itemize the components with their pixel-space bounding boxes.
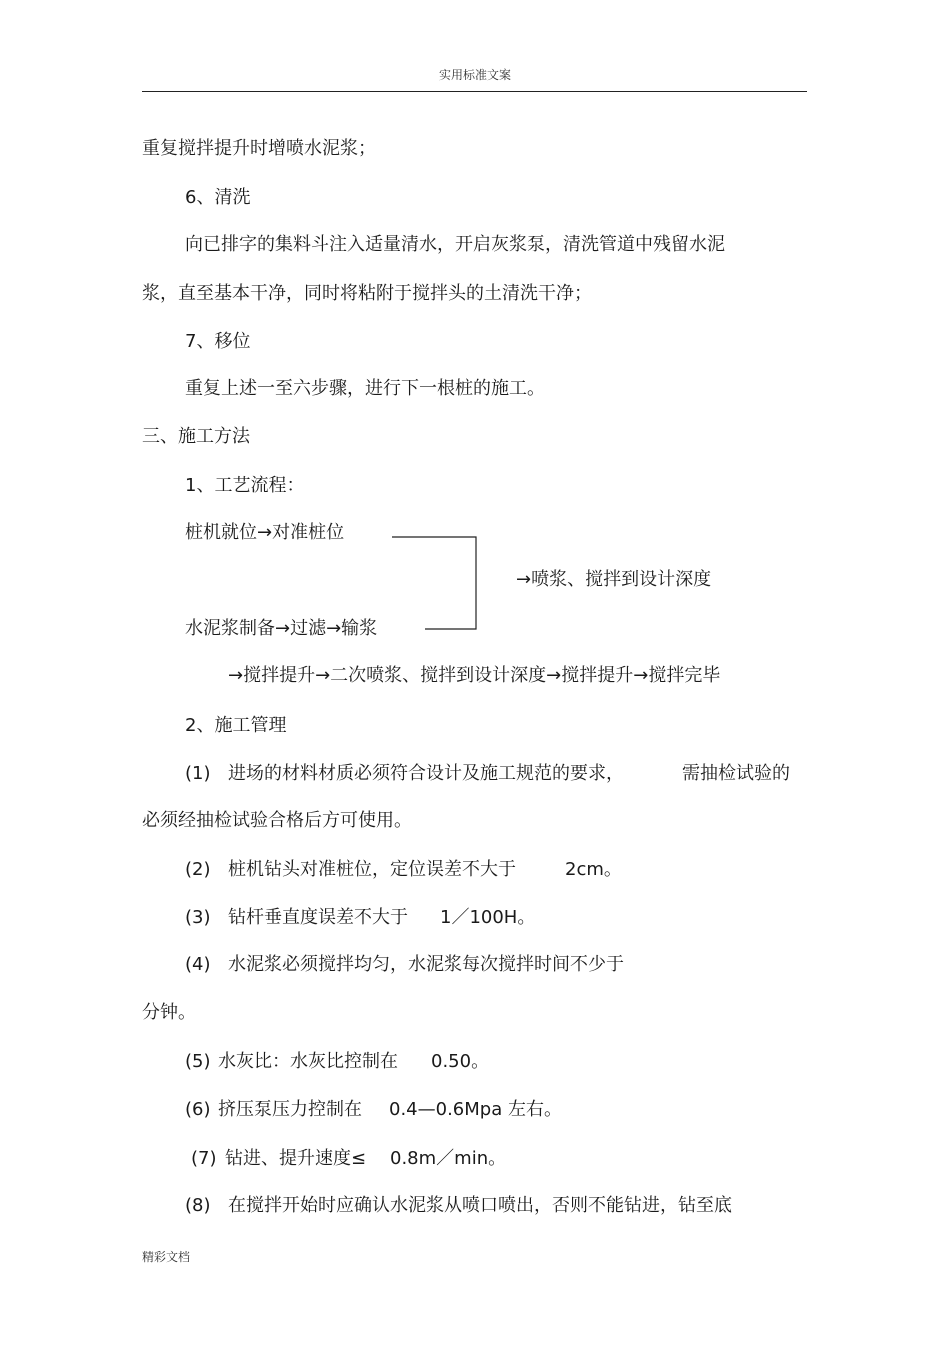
paragraph-line: 浆，直至基本干净，同时将粘附于搅拌头的土清洗干净；	[142, 283, 592, 304]
item-number: (3)	[185, 907, 211, 928]
section-heading-management: 2、施工管理	[185, 715, 287, 736]
header-divider	[142, 91, 807, 92]
flow-top-branch: 桩机就位→对准桩位	[185, 522, 345, 543]
item-text: 进场的材料材质必须符合设计及施工规范的要求，	[228, 763, 624, 784]
item-text-tail: 2cm。	[565, 859, 622, 880]
chapter-heading-methods: 三、施工方法	[142, 426, 250, 447]
item-continuation: 分钟。	[142, 1002, 196, 1023]
item-number: (1)	[185, 763, 211, 784]
item-number: (6)	[185, 1099, 211, 1120]
item-text: 水灰比：水灰比控制在	[218, 1051, 398, 1072]
item-number: (5)	[185, 1051, 211, 1072]
paragraph-line: 重复上述一至六步骤，进行下一根桩的施工。	[185, 378, 545, 399]
item-text-tail: 0.50。	[431, 1051, 490, 1072]
paragraph-line: 向已排字的集料斗注入适量清水，开启灰浆泵，清洗管道中残留水泥	[185, 234, 725, 255]
section-heading-clean: 6、清洗	[185, 187, 251, 208]
item-text: 钻进、提升速度≤	[225, 1148, 367, 1169]
flow-continuation: →搅拌提升→二次喷浆、搅拌到设计深度→搅拌提升→搅拌完毕	[228, 665, 721, 686]
item-number: (8)	[185, 1195, 211, 1216]
paragraph-line: 重复搅拌提升时增喷水泥浆；	[142, 138, 376, 159]
item-text: 在搅拌开始时应确认水泥浆从喷口喷出，否则不能钻进，钻至底	[228, 1195, 732, 1216]
item-text-tail: 0.8m／min。	[390, 1148, 507, 1169]
flow-bracket-connector	[390, 536, 478, 630]
item-text-tail: 0.4—0.6Mpa 左右。	[389, 1099, 562, 1120]
item-text-tail: 1／100H。	[440, 907, 536, 928]
item-text: 水泥浆必须搅拌均匀，水泥浆每次搅拌时间不少于	[228, 954, 624, 975]
item-number: (2)	[185, 859, 211, 880]
page-header-title: 实用标准文案	[438, 68, 511, 82]
page-footer-label: 精彩文档	[142, 1250, 191, 1264]
item-text: 桩机钻头对准桩位，定位误差不大于	[228, 859, 516, 880]
flow-merge-step: →喷浆、搅拌到设计深度	[516, 569, 712, 590]
section-heading-process: 1、工艺流程：	[185, 475, 305, 496]
item-text: 钻杆垂直度误差不大于	[228, 907, 408, 928]
flow-bottom-branch: 水泥浆制备→过滤→输浆	[185, 618, 378, 639]
item-number: (7)	[191, 1148, 217, 1169]
item-continuation: 必须经抽检试验合格后方可使用。	[142, 810, 412, 831]
item-text-tail: 需抽检试验的	[682, 763, 790, 784]
item-number: (4)	[185, 954, 211, 975]
section-heading-move: 7、移位	[185, 331, 251, 352]
item-text: 挤压泵压力控制在	[218, 1099, 362, 1120]
